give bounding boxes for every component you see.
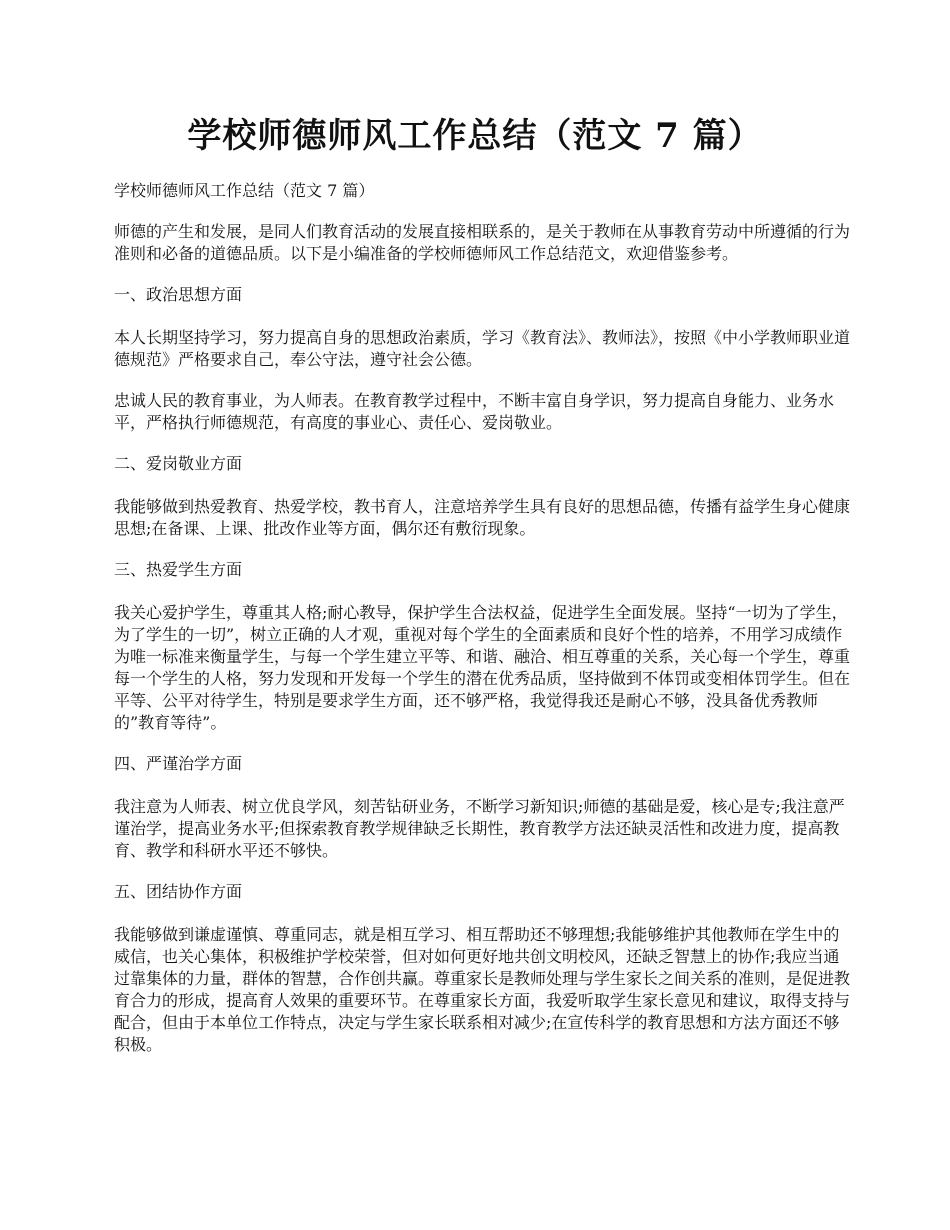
section-paragraph: 忠诚人民的教育事业，为人师表。在教育教学过程中，不断丰富自身学识，努力提高自身能力、业务水平，严格执行师德规范，有高度的事业心、责任心、爱岗敬业。 bbox=[114, 391, 835, 432]
section-paragraph: 我能够做到谦虚谨慎、尊重同志，就是相互学习、相互帮助还不够理想;我能够维护其他教师在学生中的威信，也关心集体，积极维护学校荣誉，但对如何更好地共创文明校风，还缺乏智慧上的协作;我应当通过靠集体的力量，群体的智慧，合作创共赢。尊重家长是教师处理与学生家长之间关系的准则，是促进教育合力的形成，提高育人效果的重要环节。在尊重家长方面，我爱听取学生家长意见和建议，取得支持与配合，但由于本单位工作特点，决定与学生家长联系相对减少;在宣传科学的教育思想和方法方面还不够积极。 bbox=[114, 925, 851, 1054]
section-paragraph: 本人长期坚持学习，努力提高自身的思想政治素质，学习《教育法》、教师法》，按照《中小学教师职业道德规范》严格要求自己，奉公守法，遵守社会公德。 bbox=[114, 328, 851, 369]
section-paragraph: 我能够做到热爱教育、热爱学校，教书育人，注意培养学生具有良好的思想品德，传播有益学生身心健康思想;在备课、上课、批改作业等方面，偶尔还有敷衍现象。 bbox=[114, 497, 851, 538]
section-heading-scholarship: 四、严谨治学方面 bbox=[114, 754, 243, 773]
document-title: 学校师德师风工作总结（范文 7 篇） bbox=[187, 116, 763, 156]
section-heading-politics: 一、政治思想方面 bbox=[114, 285, 243, 304]
section-heading-dedication: 二、爱岗敬业方面 bbox=[114, 454, 243, 473]
section-paragraph: 我注意为人师表、树立优良学风，刻苦钻研业务，不断学习新知识;师德的基础是爱，核心是专;我注意严谨治学，提高业务水平;但探索教育教学规律缺乏长期性，教育教学方法还缺灵活性和改进力度，提高教育、教学和科研水平还不够快。 bbox=[114, 797, 845, 860]
section-heading-students: 三、热爱学生方面 bbox=[114, 560, 243, 579]
document-subtitle: 学校师德师风工作总结（范文 7 篇） bbox=[114, 181, 375, 200]
section-heading-teamwork: 五、团结协作方面 bbox=[114, 882, 243, 901]
intro-paragraph: 师德的产生和发展，是同人们教育活动的发展直接相联系的，是关于教师在从事教育劳动中所遵循的行为准则和必备的道德品质。以下是小编准备的学校师德师风工作总结范文，欢迎借鉴参考。 bbox=[114, 222, 851, 263]
document-body bbox=[114, 180, 854, 1075]
section-paragraph: 我关心爱护学生，尊重其人格;耐心教导，保护学生合法权益，促进学生全面发展。坚持“一切为了学生，为了学生的一切”，树立正确的人才观，重视对每个学生的全面素质和良好个性的培养，不用学习成绩作为唯一标准来衡量学生，与每一个学生建立平等、和谐、融洽、相互尊重的关系，关心每一个学生，尊重每一个学生的人格，努力发现和开发每一个学生的潜在优秀品质，坚持做到不体罚或变相体罚学生。但在平等、公平对待学生，特别是要求学生方面，还不够严格，我觉得我还是耐心不够，没具备优秀教师的”教育等待”。 bbox=[114, 603, 851, 732]
